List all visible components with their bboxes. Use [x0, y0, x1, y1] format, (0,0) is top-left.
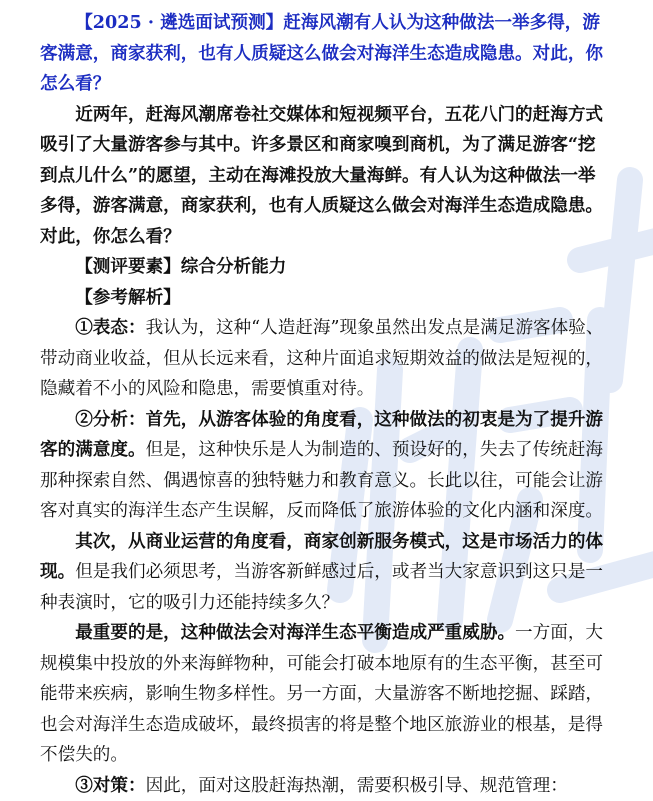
question-tag: 【2025 · 遴选面试预测】: [75, 12, 283, 33]
analysis-first-lead: ②分析：首先，从游客体验的角度看，这种做法的初衷是为了提升游客的满意度。: [40, 409, 603, 461]
analysis-third-lead: 最重要的是，这种做法会对海洋生态平衡造成严重威胁。: [75, 622, 515, 643]
analysis-second-text: 但是我们必须思考，当游客新鲜感过后，或者当大家意识到这只是一种表演时，它的吸引力还能持续多久？: [40, 562, 603, 613]
paragraph-stance: [40, 313, 613, 405]
countermeasures-text: 因此，面对这股赶海热潮，需要积极引导、规范管理：: [146, 776, 568, 796]
question-stem: 近两年，赶海风潮席卷社交媒体和短视频平台，五花八门的赶海方式吸引了大量游客参与其中。许多景区和商家嗅到商机，为了满足游客“挖到点儿什么”的愿望，主动在海滩投放大量海鲜。有人认为这种做法一举多得，游客满意，商家获利，也有人质疑这么做会对海洋生态造成隐患。对此，你怎么看？: [40, 100, 613, 253]
paragraph-analysis-first: [40, 405, 613, 527]
paragraph-analysis-most-important: [40, 618, 613, 771]
analysis-second-lead: 其次，从商业运营的角度看，商家创新服务模式，这是市场活力的体现。: [40, 531, 603, 583]
question-text: 赶海风潮有人认为这种做法一举多得，游客满意，商家获利，也有人质疑这么做会对海洋生态造成隐患。对此，你怎么看？: [40, 12, 603, 94]
countermeasures-lead: ③对策：: [75, 775, 145, 796]
analysis-third-text: 一方面，大规模集中投放的外来海鲜物种，可能会打破本地原有的生态平衡，甚至可能带来疾病，影响生物多样性。另一方面，大量游客不断地挖掘、踩踏，也会对海洋生态造成破坏，最终损害的将是整个地区旅游业的根基，是得不偿失的。: [40, 623, 603, 765]
paragraph-countermeasures: [40, 771, 613, 801]
eval-label: 【测评要素】综合分析能力: [40, 252, 613, 283]
analysis-first-text: 但是，这种快乐是人为制造的、预设好的，失去了传统赶海那种探索自然、偶遇惊喜的独特魅力和教育意义。长此以往，可能会让游客对真实的海洋生态产生误解，反而降低了旅游体验的文化内涵和深度。: [40, 440, 603, 521]
paragraph-analysis-second: [40, 527, 613, 619]
stance-lead: ①表态：: [75, 317, 145, 338]
question-title: [40, 8, 613, 100]
stance-text: 我认为，这种“人造赶海”现象虽然出发点是满足游客体验、带动商业收益，但从长远来看，这种片面追求短期效益的做法是短视的，隐藏着不小的风险和隐患，需要慎重对待。: [40, 318, 603, 399]
reference-label: 【参考解析】: [40, 283, 613, 314]
